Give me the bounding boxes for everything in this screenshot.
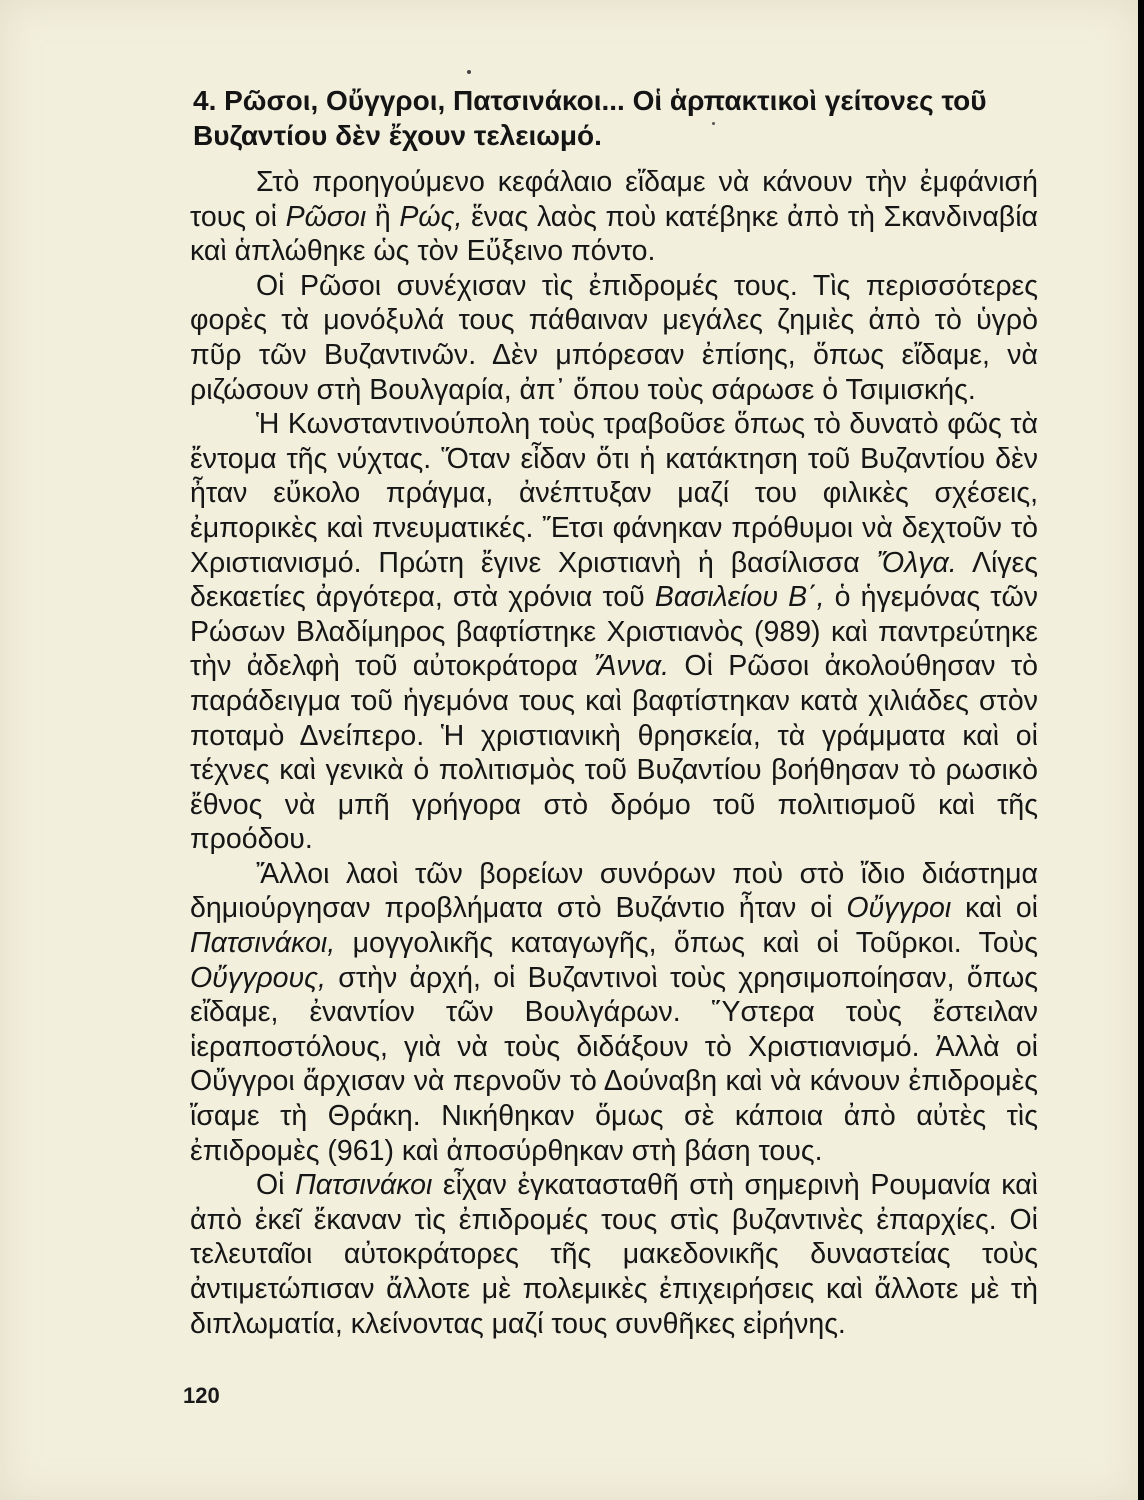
- text-run: στὴν ἀρχή, οἱ Βυζαντινοὶ τοὺς χρησιμοποίησαν, ὅπως εἴδαμε, ἐναντίον τῶν Βουλγάρων. Ὕστερα τοὺς ἔστειλαν ἱεραποστόλους, γιὰ νὰ τοὺς διδάξουν τὸ Χριστιανισμό. Ἀλλὰ οἱ Οὔγγροι ἄρχισαν νὰ περνοῦν τὸ Δούναβη καὶ νὰ κάνουν ἐπιδρομὲς ἴσαμε τὴ Θράκη. Νικήθηκαν ὅμως σὲ κάποια ἀπὸ αὐτὲς τὶς ἐπιδρομὲς (961) καὶ ἀποσύρθηκαν στὴ βάση τους.: [190, 961, 1038, 1167]
- text-run: Στὸ προηγούμενο κεφάλαιο εἴδαμε νὰ κάνουν τὴν ἐμφάνισή τους οἱ: [190, 166, 1038, 233]
- paragraph-1: [190, 165, 1038, 269]
- italic-term: Ρῶσοι: [285, 200, 367, 233]
- chapter-title: [193, 83, 1053, 153]
- text-run: καὶ οἱ: [951, 892, 1038, 925]
- paragraph-2: Οἱ Ρῶσοι συνέχισαν τὶς ἐπιδρομές τους. Τὶς περισσότερες φορὲς τὰ μονόξυλά τους πάθαιναν μεγάλες ζημιὲς ἀπὸ τὸ ὑγρὸ πῦρ τῶν Βυζαντινῶν. Δὲν μπόρεσαν ἐπίσης, ὅπως εἴδαμε, νὰ ριζώσουν στὴ Βουλγαρία, ἀπ᾽ ὅπου τοὺς σάρωσε ὁ Τσιμισκής.: [190, 269, 1038, 406]
- paragraph-5: [190, 1168, 1038, 1341]
- page-number: 120: [183, 1383, 220, 1408]
- italic-term: Πατσινάκοι: [295, 1169, 433, 1202]
- text-run: Οἱ: [256, 1169, 296, 1202]
- italic-term: Ρώς,: [399, 200, 463, 233]
- text-run: ὁ ἡγεμόνας τῶν Ρώσων Βλαδίμηρος βαφτίστηκε Χριστιανὸς (989) καὶ παντρεύτηκε τὴν ἀδελφὴ τοῦ αὐτοκράτορα: [190, 581, 1038, 683]
- italic-term: Πατσινάκοι,: [190, 927, 336, 960]
- text-run: Ἄλλοι λαοὶ τῶν βορείων συνόρων ποὺ στὸ ἴδιο διάστημα δημιούργησαν προβλήματα στὸ Βυζάντιο ἦταν οἱ: [190, 857, 1038, 925]
- text-run: Λίγες δεκαετίες ἀργότερα, στὰ χρόνια τοῦ: [190, 546, 1039, 614]
- chapter-title-line-1: 4. Ρῶσοι, Οὔγγροι, Πατσινάκοι... Οἱ ἁρπακτικοὶ γείτονες τοῦ: [193, 85, 987, 116]
- chapter-title-line-2: Βυζαντίου δὲν ἔχουν τελειωμό.: [193, 120, 602, 151]
- chapter-body: [190, 165, 1038, 1341]
- italic-term: Οὔγγροι: [846, 892, 952, 925]
- text-run: εἶχαν ἐγκατασταθῆ στὴ σημερινὴ Ρουμανία καὶ ἀπὸ ἐκεῖ ἔκαναν τὶς ἐπιδρομές τους στὶς βυζαντινὲς ἐπαρχίες. Οἱ τελευταῖοι αὐτοκράτορες τῆς μακεδονικῆς δυναστείας τοὺς ἀντιμετώπισαν ἄλλοτε μὲ πολεμικὲς ἐπιχειρήσεις καὶ ἄλλοτε μὲ τὴ διπλωματία, κλείνοντας μαζί τους συνθῆκες εἰρήνης.: [190, 1169, 1039, 1340]
- text-run: ἕνας λαὸς ποὺ κατέβηκε ἀπὸ τὴ Σκανδιναβία καὶ ἁπλώθηκε ὡς τὸν Εὔξεινο πόντο.: [190, 200, 1039, 268]
- italic-term: Οὔγγρους,: [190, 961, 326, 994]
- paper-speck: [467, 70, 471, 74]
- italic-term: Ἄννα.: [593, 650, 670, 683]
- text-run: Ἡ Κωνσταντινούπολη τοὺς τραβοῦσε ὅπως τὸ δυνατὸ φῶς τὰ ἔντομα τῆς νύχτας. Ὅταν εἶδαν ὅτι ἡ κατάκτηση τοῦ Βυζαντίου δὲν ἦταν εὔκολο πράγμα, ἀνέπτυξαν μαζί του φιλικὲς σχέσεις, ἐμπορικὲς καὶ πνευματικές. Ἔτσι φάνηκαν πρόθυμοι νὰ δεχτοῦν τὸ Χριστιανισμό. Πρώτη ἔγινε Χριστιανὴ ἡ βασίλισσα: [190, 408, 1038, 579]
- paragraph-4: [190, 857, 1038, 1168]
- text-run: μογγολικῆς καταγωγῆς, ὅπως καὶ οἱ Τοῦρκοι. Τοὺς: [335, 927, 1038, 960]
- italic-term: Βασιλείου Β΄,: [654, 581, 825, 614]
- text-run: ἢ: [366, 200, 400, 233]
- italic-term: Ὄλγα.: [876, 546, 957, 579]
- text-run: Οἱ Ρῶσοι ἀκολούθησαν τὸ παράδειγμα τοῦ ἡγεμόνα τους καὶ βαφτίστηκαν κατὰ χιλιάδες στὸν ποταμὸ Δνείπερο. Ἡ χριστιανικὴ θρησκεία, τὰ γράμματα καὶ οἱ τέχνες καὶ γενικὰ ὁ πολιτισμὸς τοῦ Βυζαντίου βοήθησαν τὸ ρωσικὸ ἔθνος νὰ μπῆ γρήγορα στὸ δρόμο τοῦ πολιτισμοῦ καὶ τῆς προόδου.: [190, 650, 1038, 856]
- paragraph-3: [190, 407, 1038, 857]
